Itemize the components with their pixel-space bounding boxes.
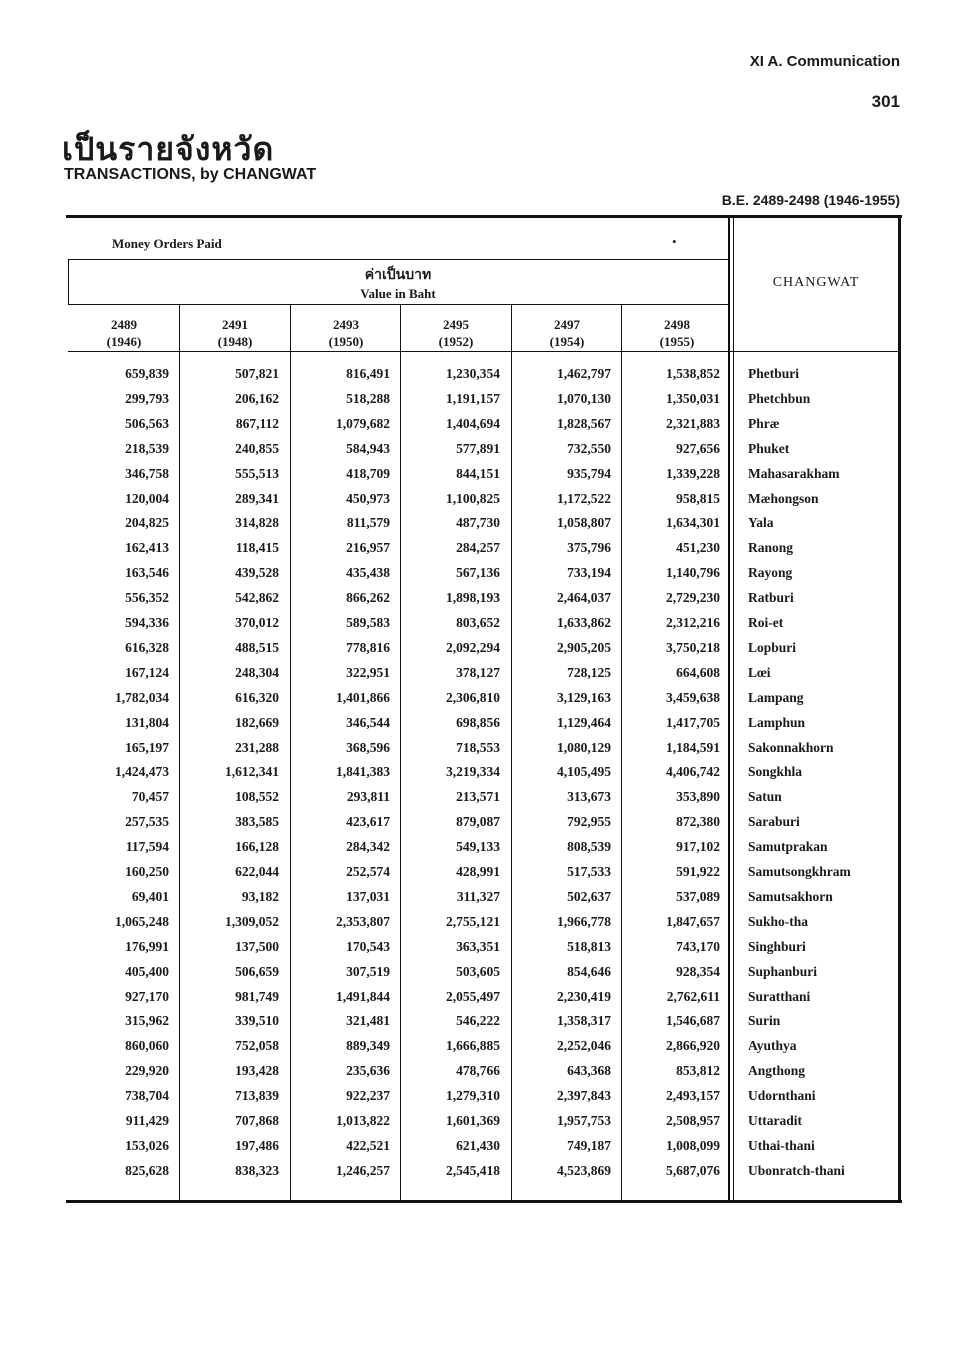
value-cell: 3,219,334 bbox=[446, 764, 500, 780]
value-cell: 321,481 bbox=[346, 1013, 390, 1029]
value-cell: 206,162 bbox=[235, 390, 279, 406]
value-cell: 478,766 bbox=[456, 1063, 500, 1079]
value-cell: 732,550 bbox=[567, 440, 611, 456]
value-cell: 733,194 bbox=[567, 565, 611, 581]
value-cell: 518,288 bbox=[346, 390, 390, 406]
value-cell: 2,312,216 bbox=[666, 615, 720, 630]
year-header: 2493 (1950) bbox=[328, 317, 364, 349]
year-header: 2489 (1946) bbox=[106, 317, 142, 349]
value-cell: 591,922 bbox=[676, 864, 720, 879]
value-cell: 2,055,497 bbox=[446, 988, 500, 1004]
value-cell: 1,401,866 bbox=[336, 689, 390, 705]
value-cell: 2,762,611 bbox=[666, 988, 720, 1004]
value-cell: 577,891 bbox=[456, 440, 500, 456]
value-cell: 167,124 bbox=[125, 664, 169, 680]
value-cell: 2,252,046 bbox=[557, 1038, 611, 1054]
value-cell: 2,905,205 bbox=[557, 639, 611, 655]
value-cell: 811,579 bbox=[346, 515, 390, 531]
value-cell: 816,491 bbox=[346, 366, 390, 381]
changwat-name: Surin bbox=[748, 1013, 781, 1029]
value-cell: 958,815 bbox=[676, 490, 720, 506]
value-cell: 170,543 bbox=[346, 938, 390, 954]
value-cell: 375,796 bbox=[567, 540, 611, 556]
value-cell: 546,222 bbox=[456, 1013, 500, 1029]
value-cell: 1,191,157 bbox=[446, 390, 500, 406]
value-cell: 542,862 bbox=[235, 590, 279, 606]
changwat-name: Ratburi bbox=[748, 590, 794, 606]
table-row bbox=[68, 839, 900, 863]
changwat-name: Rayong bbox=[748, 565, 793, 581]
value-cell: 1,350,031 bbox=[666, 390, 720, 406]
value-cell: 879,087 bbox=[456, 814, 500, 830]
value-cell: 313,673 bbox=[567, 789, 611, 805]
value-cell: 738,704 bbox=[125, 1088, 169, 1104]
value-cell: 502,637 bbox=[567, 888, 611, 904]
table-row bbox=[68, 1013, 900, 1037]
value-cell: 1,847,657 bbox=[666, 913, 720, 929]
changwat-name: Udornthani bbox=[748, 1088, 816, 1104]
value-cell: 231,288 bbox=[235, 739, 279, 755]
table-row bbox=[68, 989, 900, 1013]
changwat-name: Phetburi bbox=[748, 366, 800, 381]
value-cell: 4,406,742 bbox=[666, 764, 720, 780]
value-cell: 594,336 bbox=[125, 615, 169, 630]
value-cell: 435,438 bbox=[346, 565, 390, 581]
value-cell: 346,544 bbox=[346, 714, 390, 730]
value-cell: 567,136 bbox=[456, 565, 500, 581]
value-cell: 240,855 bbox=[235, 440, 279, 456]
changwat-name: Uthai-thani bbox=[748, 1137, 815, 1153]
value-cell: 370,012 bbox=[235, 615, 279, 630]
value-cell: 928,354 bbox=[676, 963, 720, 979]
changwat-name: Phetchbun bbox=[748, 390, 811, 406]
value-cell: 257,535 bbox=[125, 814, 169, 830]
value-cell: 137,031 bbox=[346, 888, 390, 904]
changwat-name: Suphanburi bbox=[748, 963, 818, 979]
value-cell: 339,510 bbox=[235, 1013, 279, 1029]
table-row bbox=[68, 889, 900, 913]
table-row bbox=[68, 615, 900, 639]
value-cell: 1,172,522 bbox=[557, 490, 611, 506]
value-cell: 162,413 bbox=[125, 540, 169, 556]
changwat-name: Ayuthya bbox=[748, 1038, 797, 1054]
value-cell: 218,539 bbox=[125, 440, 169, 456]
value-cell: 216,957 bbox=[346, 540, 390, 556]
table-row bbox=[68, 939, 900, 963]
value-cell: 120,004 bbox=[125, 490, 169, 506]
value-cell: 1,957,753 bbox=[557, 1113, 611, 1128]
value-cell: 229,920 bbox=[125, 1063, 169, 1079]
value-cell: 854,646 bbox=[567, 963, 611, 979]
value-cell: 117,594 bbox=[125, 839, 169, 855]
value-cell: 299,793 bbox=[125, 390, 169, 406]
value-cell: 131,804 bbox=[125, 714, 169, 730]
table-row bbox=[68, 715, 900, 739]
changwat-name: Ranong bbox=[748, 540, 794, 556]
changwat-header: CHANGWAT bbox=[772, 275, 860, 290]
table-bottom-rule bbox=[66, 1200, 902, 1203]
table-row bbox=[68, 540, 900, 564]
value-cell: 3,750,218 bbox=[666, 639, 720, 655]
changwat-name: Angthong bbox=[748, 1063, 806, 1079]
table-row bbox=[68, 1138, 900, 1162]
value-cell: 1,633,862 bbox=[557, 615, 611, 630]
value-cell: 1,140,796 bbox=[666, 565, 720, 581]
value-cell: 197,486 bbox=[235, 1137, 279, 1153]
value-cell: 517,533 bbox=[567, 864, 611, 879]
value-cell: 1,417,705 bbox=[666, 714, 720, 730]
changwat-name: Uttaradit bbox=[748, 1113, 802, 1128]
value-cell: 616,328 bbox=[125, 639, 169, 655]
changwat-name: Singhburi bbox=[748, 938, 806, 954]
changwat-name: Samutsakhorn bbox=[748, 888, 833, 904]
value-cell: 2,493,157 bbox=[666, 1088, 720, 1104]
value-cell: 418,709 bbox=[346, 465, 390, 481]
value-cell: 584,943 bbox=[346, 440, 390, 456]
value-cell: 1,058,807 bbox=[557, 515, 611, 531]
changwat-name: Samutprakan bbox=[748, 839, 828, 855]
value-cell: 752,058 bbox=[235, 1038, 279, 1054]
value-cell: 889,349 bbox=[346, 1038, 390, 1054]
table-row bbox=[68, 740, 900, 764]
value-cell: 4,105,495 bbox=[557, 764, 611, 780]
value-cell: 311,327 bbox=[456, 888, 500, 904]
value-cell: 1,013,822 bbox=[336, 1113, 390, 1128]
table-row bbox=[68, 366, 900, 390]
changwat-name: Lopburi bbox=[748, 639, 797, 655]
value-cell: 1,184,591 bbox=[666, 739, 720, 755]
changwat-name: Samutsongkhram bbox=[748, 864, 851, 879]
table-row bbox=[68, 491, 900, 515]
table-top-rule bbox=[66, 215, 902, 218]
table-caption: Money Orders Paid bbox=[112, 236, 222, 251]
value-cell: 182,669 bbox=[235, 714, 279, 730]
changwat-name: Ubonratch-thani bbox=[748, 1162, 845, 1178]
value-cell: 621,430 bbox=[456, 1137, 500, 1153]
value-cell: 248,304 bbox=[235, 664, 279, 680]
value-cell: 867,112 bbox=[235, 415, 279, 431]
value-cell: 1,100,825 bbox=[446, 490, 500, 506]
year-header: 2498 (1955) bbox=[659, 317, 695, 349]
value-cell: 659,839 bbox=[125, 366, 169, 381]
table-row bbox=[68, 466, 900, 490]
section-title: XI A. Communication bbox=[749, 53, 900, 70]
value-cell: 1,601,369 bbox=[446, 1113, 500, 1128]
value-cell: 2,508,957 bbox=[666, 1113, 720, 1128]
value-cell: 1,070,130 bbox=[557, 390, 611, 406]
changwat-name: Phræ bbox=[748, 415, 780, 431]
value-cell: 664,608 bbox=[676, 664, 720, 680]
table-row bbox=[68, 1163, 900, 1187]
value-cell: 866,262 bbox=[346, 590, 390, 606]
value-cell: 93,182 bbox=[241, 888, 279, 904]
year-header: 2495 (1952) bbox=[438, 317, 474, 349]
value-cell: 1,546,687 bbox=[666, 1013, 720, 1029]
value-cell: 503,605 bbox=[456, 963, 500, 979]
table-title: TRANSACTIONS, by CHANGWAT bbox=[64, 166, 317, 183]
value-cell: 1,080,129 bbox=[557, 739, 611, 755]
value-cell: 193,428 bbox=[235, 1063, 279, 1079]
table-row bbox=[68, 416, 900, 440]
changwat-name: Sukho-tha bbox=[748, 913, 809, 929]
value-cell: 488,515 bbox=[235, 639, 279, 655]
value-cell: 108,552 bbox=[235, 789, 279, 805]
value-cell: 1,538,852 bbox=[666, 366, 720, 381]
table-row bbox=[68, 864, 900, 888]
value-cell: 353,890 bbox=[676, 789, 720, 805]
table-row bbox=[68, 590, 900, 614]
year-header: 2491 (1948) bbox=[217, 317, 253, 349]
table-row bbox=[68, 640, 900, 664]
value-cell: 1,309,052 bbox=[225, 913, 279, 929]
value-cell: 2,306,810 bbox=[446, 689, 500, 705]
value-cell: 487,730 bbox=[456, 515, 500, 531]
table-row bbox=[68, 764, 900, 788]
value-cell: 778,816 bbox=[346, 639, 390, 655]
value-cell: 622,044 bbox=[235, 864, 279, 879]
value-cell: 235,636 bbox=[346, 1063, 390, 1079]
table-row bbox=[68, 565, 900, 589]
value-cell: 844,151 bbox=[456, 465, 500, 481]
value-cell: 3,129,163 bbox=[557, 689, 611, 705]
year-header-rule bbox=[68, 304, 728, 305]
value-cell: 322,951 bbox=[346, 664, 390, 680]
value-cell: 698,856 bbox=[456, 714, 500, 730]
value-cell: 1,246,257 bbox=[336, 1162, 390, 1178]
value-cell: 378,127 bbox=[456, 664, 500, 680]
value-cell: 289,341 bbox=[235, 490, 279, 506]
value-cell: 1,634,301 bbox=[666, 515, 720, 531]
value-cell: 137,500 bbox=[235, 938, 279, 954]
value-cell: 1,339,228 bbox=[666, 465, 720, 481]
value-cell: 1,462,797 bbox=[557, 366, 611, 381]
value-cell: 3,459,638 bbox=[666, 689, 720, 705]
value-header-thai: ค่าเป็นบาท bbox=[364, 267, 432, 283]
value-cell: 204,825 bbox=[125, 515, 169, 531]
value-cell: 1,358,317 bbox=[557, 1013, 611, 1029]
value-cell: 422,521 bbox=[346, 1137, 390, 1153]
value-cell: 451,230 bbox=[676, 540, 720, 556]
changwat-name: Lamphun bbox=[748, 714, 806, 730]
value-cell: 368,596 bbox=[346, 739, 390, 755]
value-cell: 825,628 bbox=[125, 1162, 169, 1178]
value-cell: 284,257 bbox=[456, 540, 500, 556]
value-cell: 803,652 bbox=[456, 615, 500, 630]
value-cell: 405,400 bbox=[125, 963, 169, 979]
changwat-name: Sakonnakhorn bbox=[748, 739, 834, 755]
value-cell: 423,617 bbox=[346, 814, 390, 830]
value-cell: 1,966,778 bbox=[557, 913, 611, 929]
changwat-name: Suratthani bbox=[748, 988, 811, 1004]
value-cell: 428,991 bbox=[456, 864, 500, 879]
value-header: Value in Baht bbox=[360, 286, 436, 301]
table-row bbox=[68, 789, 900, 813]
value-cell: 2,464,037 bbox=[557, 590, 611, 606]
value-cell: 616,320 bbox=[235, 689, 279, 705]
value-cell: 749,187 bbox=[567, 1137, 611, 1153]
changwat-name: Satun bbox=[748, 789, 782, 805]
value-cell: 1,424,473 bbox=[115, 764, 169, 780]
value-cell: 537,089 bbox=[676, 888, 720, 904]
value-cell: 2,321,883 bbox=[666, 415, 720, 431]
value-cell: 118,415 bbox=[235, 540, 279, 556]
value-cell: 718,553 bbox=[456, 739, 500, 755]
value-cell: 555,513 bbox=[235, 465, 279, 481]
value-cell: 1,491,844 bbox=[336, 988, 390, 1004]
table-row bbox=[68, 1038, 900, 1062]
value-cell: 2,866,920 bbox=[666, 1038, 720, 1054]
value-cell: 506,563 bbox=[125, 415, 169, 431]
value-cell: 5,687,076 bbox=[666, 1162, 720, 1178]
value-cell: 981,749 bbox=[235, 988, 279, 1004]
value-cell: 293,811 bbox=[346, 789, 390, 805]
value-cell: 166,128 bbox=[235, 839, 279, 855]
value-cell: 927,170 bbox=[125, 988, 169, 1004]
changwat-name: Phuket bbox=[748, 440, 790, 456]
value-cell: 314,828 bbox=[235, 515, 279, 531]
value-cell: 808,539 bbox=[567, 839, 611, 855]
value-cell: 853,812 bbox=[676, 1063, 720, 1079]
value-cell: 1,404,694 bbox=[446, 415, 500, 431]
value-cell: 506,659 bbox=[235, 963, 279, 979]
value-cell: 1,612,341 bbox=[225, 764, 279, 780]
value-cell: 2,729,230 bbox=[666, 590, 720, 606]
period-label: B.E. 2489-2498 (1946-1955) bbox=[721, 192, 900, 208]
value-cell: 2,230,419 bbox=[557, 988, 611, 1004]
value-cell: 1,079,682 bbox=[336, 415, 390, 431]
table-row bbox=[68, 1113, 900, 1137]
changwat-name: Saraburi bbox=[748, 814, 800, 830]
table-row bbox=[68, 964, 900, 988]
value-cell: 2,545,418 bbox=[446, 1162, 500, 1178]
value-header-rule bbox=[68, 259, 728, 260]
value-cell: 1,898,193 bbox=[446, 590, 500, 606]
value-cell: 792,955 bbox=[567, 814, 611, 830]
thai-title: เป็นรายจังหวัด bbox=[62, 130, 275, 168]
value-cell: 1,065,248 bbox=[115, 913, 169, 929]
value-cell: 346,758 bbox=[125, 465, 169, 481]
table-row bbox=[68, 391, 900, 415]
year-header: 2497 (1954) bbox=[549, 317, 585, 349]
value-cell: 153,026 bbox=[125, 1137, 169, 1153]
table-row bbox=[68, 1063, 900, 1087]
value-cell: 922,237 bbox=[346, 1088, 390, 1104]
value-cell: 707,868 bbox=[235, 1113, 279, 1128]
value-cell: 383,585 bbox=[235, 814, 279, 830]
changwat-name: Roi-et bbox=[748, 615, 784, 630]
value-cell: 163,546 bbox=[125, 565, 169, 581]
value-cell: 860,060 bbox=[125, 1038, 169, 1054]
bullet-mark: • bbox=[672, 234, 677, 249]
value-cell: 165,197 bbox=[125, 739, 169, 755]
table-row bbox=[68, 1088, 900, 1112]
value-cell: 2,353,807 bbox=[336, 913, 390, 929]
value-cell: 713,839 bbox=[235, 1088, 279, 1104]
header-bottom-rule bbox=[68, 351, 900, 352]
value-cell: 518,813 bbox=[567, 938, 611, 954]
value-cell: 307,519 bbox=[346, 963, 390, 979]
value-cell: 556,352 bbox=[125, 590, 169, 606]
changwat-name: Yala bbox=[748, 515, 774, 531]
table-row bbox=[68, 515, 900, 539]
value-cell: 69,401 bbox=[131, 888, 169, 904]
value-cell: 1,129,464 bbox=[557, 714, 611, 730]
value-cell: 589,583 bbox=[346, 615, 390, 630]
table-row bbox=[68, 690, 900, 714]
value-cell: 1,841,383 bbox=[336, 764, 390, 780]
value-cell: 284,342 bbox=[346, 839, 390, 855]
changwat-name: Lœi bbox=[748, 664, 771, 680]
value-cell: 1,008,099 bbox=[666, 1137, 720, 1153]
table-row bbox=[68, 814, 900, 838]
value-cell: 450,973 bbox=[346, 490, 390, 506]
value-cell: 160,250 bbox=[125, 864, 169, 879]
value-cell: 4,523,869 bbox=[557, 1162, 611, 1178]
value-cell: 1,279,310 bbox=[446, 1088, 500, 1104]
value-cell: 439,528 bbox=[235, 565, 279, 581]
value-cell: 1,230,354 bbox=[446, 366, 500, 381]
value-cell: 507,821 bbox=[235, 366, 279, 381]
value-cell: 252,574 bbox=[346, 864, 390, 879]
table-row bbox=[68, 914, 900, 938]
table-row bbox=[68, 665, 900, 689]
value-cell: 70,457 bbox=[131, 789, 169, 805]
value-cell: 743,170 bbox=[676, 938, 720, 954]
table-row bbox=[68, 441, 900, 465]
value-cell: 838,323 bbox=[235, 1162, 279, 1178]
value-cell: 872,380 bbox=[676, 814, 720, 830]
value-cell: 917,102 bbox=[676, 839, 720, 855]
value-cell: 363,351 bbox=[456, 938, 500, 954]
value-cell: 728,125 bbox=[567, 664, 611, 680]
value-cell: 911,429 bbox=[125, 1113, 169, 1128]
changwat-name: Songkhla bbox=[748, 764, 803, 780]
value-cell: 315,962 bbox=[125, 1013, 169, 1029]
changwat-name: Mahasarakham bbox=[748, 465, 840, 481]
value-cell: 2,092,294 bbox=[446, 639, 500, 655]
value-cell: 643,368 bbox=[567, 1063, 611, 1079]
page-number: 301 bbox=[871, 92, 900, 111]
value-cell: 1,666,885 bbox=[446, 1038, 500, 1054]
value-cell: 1,782,034 bbox=[115, 689, 169, 705]
value-cell: 549,133 bbox=[456, 839, 500, 855]
changwat-name: Mæhongson bbox=[748, 490, 819, 506]
value-cell: 935,794 bbox=[567, 465, 611, 481]
value-cell: 213,571 bbox=[456, 789, 500, 805]
changwat-name: Lampang bbox=[748, 689, 804, 705]
value-cell: 2,755,121 bbox=[446, 913, 500, 929]
value-cell: 1,828,567 bbox=[557, 415, 611, 431]
value-cell: 2,397,843 bbox=[557, 1088, 611, 1104]
value-cell: 176,991 bbox=[125, 938, 169, 954]
value-cell: 927,656 bbox=[676, 440, 720, 456]
